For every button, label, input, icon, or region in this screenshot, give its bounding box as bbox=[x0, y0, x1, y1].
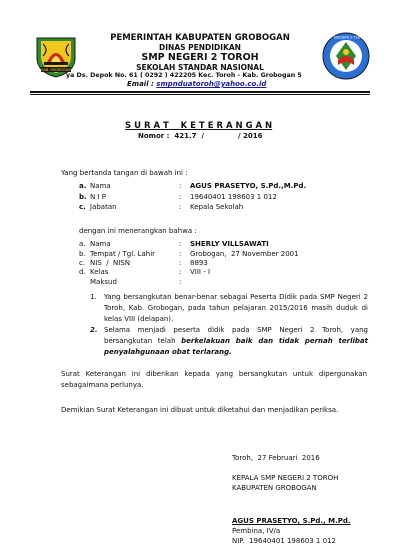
subject-value-nis: 8893 bbox=[190, 259, 208, 267]
letterhead-line2: DINAS PENDIDIKAN bbox=[159, 43, 241, 52]
signature-place-date: Toroh, 27 Februari 2016 bbox=[232, 454, 320, 462]
subject-colon: : bbox=[179, 240, 182, 248]
school-address: ya Ds. Depok No. 61 ( 0292 ) 422205 Kec. Toroh - Kab. Grobogan 5 bbox=[66, 72, 302, 79]
signer-label-nama: Nama bbox=[90, 182, 111, 190]
point-2-text bbox=[104, 325, 368, 358]
school-logo-text: SMP NEGERI 2 TOROH bbox=[324, 34, 368, 40]
signature-name: AGUS PRASETYO, S.Pd., M.Pd. bbox=[232, 517, 351, 525]
signer-colon: : bbox=[179, 193, 182, 201]
kabupaten-logo-text: KAB. GROBOGAN bbox=[41, 68, 71, 72]
point-2-text-plain: Selama menjadi peserta didik pada SMP Negeri 2 Toroh, yang bersangkutan telah bbox=[104, 326, 368, 345]
signer-label-jabatan: Jabatan bbox=[90, 203, 117, 211]
letter-number: Nomor : 421.7 / / 2016 bbox=[138, 132, 263, 140]
subject-colon: : bbox=[179, 278, 182, 286]
signature-rank: Pembina, IV/a bbox=[232, 527, 281, 535]
point-2-text-emphasis: berkelakuan baik dan tidak pernah terlibat penyalahgunaan obat terlarang. bbox=[104, 337, 368, 356]
letterhead-line3: SMP NEGERI 2 TOROH bbox=[141, 52, 259, 63]
subject-label-ttl: Tempat / Tgl. Lahir bbox=[90, 250, 156, 258]
subject-marker-d: d. bbox=[79, 268, 86, 276]
signer-value-nama: AGUS PRASETYO, S.Pd.,M.Pd. bbox=[190, 182, 307, 190]
letterhead-rule-thick bbox=[30, 91, 370, 93]
intro2-text: dengan ini menerangkan bahwa : bbox=[79, 227, 197, 235]
signer-colon: : bbox=[179, 203, 182, 211]
subject-label-maksud: Maksud bbox=[90, 278, 117, 286]
subject-colon: : bbox=[179, 268, 182, 276]
subject-colon: : bbox=[179, 259, 182, 267]
subject-label-kelas: Kelas bbox=[90, 268, 109, 276]
signature-nip: NIP. 19640401 198603 1 012 bbox=[232, 537, 336, 545]
subject-colon: : bbox=[179, 250, 182, 258]
signer-colon: : bbox=[179, 182, 182, 190]
signature-role-1: KEPALA SMP NEGERI 2 TOROH bbox=[232, 474, 339, 482]
email-link[interactable]: smpnduatoroh@yahoo.co.id bbox=[156, 80, 267, 88]
signature-role-2: KABUPATEN GROBOGAN bbox=[232, 484, 317, 492]
letterhead-line4: SEKOLAH STANDAR NASIONAL bbox=[136, 63, 264, 72]
subject-value-nama: SHERLY VILLSAWATI bbox=[190, 240, 269, 248]
intro-text: Yang bertanda tangan di bawah ini : bbox=[61, 169, 188, 177]
email-label: Email : bbox=[127, 80, 154, 88]
subject-value-ttl: Grobogan, 27 November 2001 bbox=[190, 250, 299, 258]
signer-marker-b: b. bbox=[79, 193, 87, 201]
closing-paragraph-1: Surat Keterangan ini diberikan kepada yang bersangkutan untuk dipergunakan sebagaimana perlunya. bbox=[61, 370, 367, 389]
signer-label-nip: N I P bbox=[90, 193, 106, 201]
letterhead-line1: PEMERINTAH KABUPATEN GROBOGAN bbox=[110, 33, 290, 43]
letter-title: S U R A T K E T E R A N G A N bbox=[125, 121, 273, 131]
signer-value-jabatan: Kepala Sekolah bbox=[190, 203, 244, 211]
signer-value-nip: 19640401 198603 1 012 bbox=[190, 193, 277, 201]
subject-marker-c: c. bbox=[79, 259, 86, 267]
email-line bbox=[127, 80, 266, 88]
point-1-text: Yang bersangkutan benar-benar sebagai Peserta Didik pada SMP Negeri 2 Toroh, Kab. Grobogan, pada tahun pelajaran 2015/2016 masih duduk di kelas VIII (delapan). bbox=[104, 293, 368, 323]
subject-label-nama: Nama bbox=[90, 240, 111, 248]
subject-marker-b: b. bbox=[79, 250, 86, 258]
closing-paragraph-2: Demikian Surat Keterangan ini dibuat untuk diketahui dan menjadikan periksa. bbox=[61, 406, 339, 414]
point-2-number: 2. bbox=[90, 326, 98, 334]
signer-marker-c: c. bbox=[79, 203, 86, 211]
subject-label-nis: NIS / NISN bbox=[90, 259, 130, 267]
subject-marker-a: a. bbox=[79, 240, 86, 248]
point-1-number: 1. bbox=[90, 293, 97, 301]
subject-value-kelas: VIII - I bbox=[190, 268, 211, 276]
school-logo bbox=[322, 32, 370, 80]
letterhead-rule-thin bbox=[30, 94, 370, 95]
signer-marker-a: a. bbox=[79, 182, 87, 190]
